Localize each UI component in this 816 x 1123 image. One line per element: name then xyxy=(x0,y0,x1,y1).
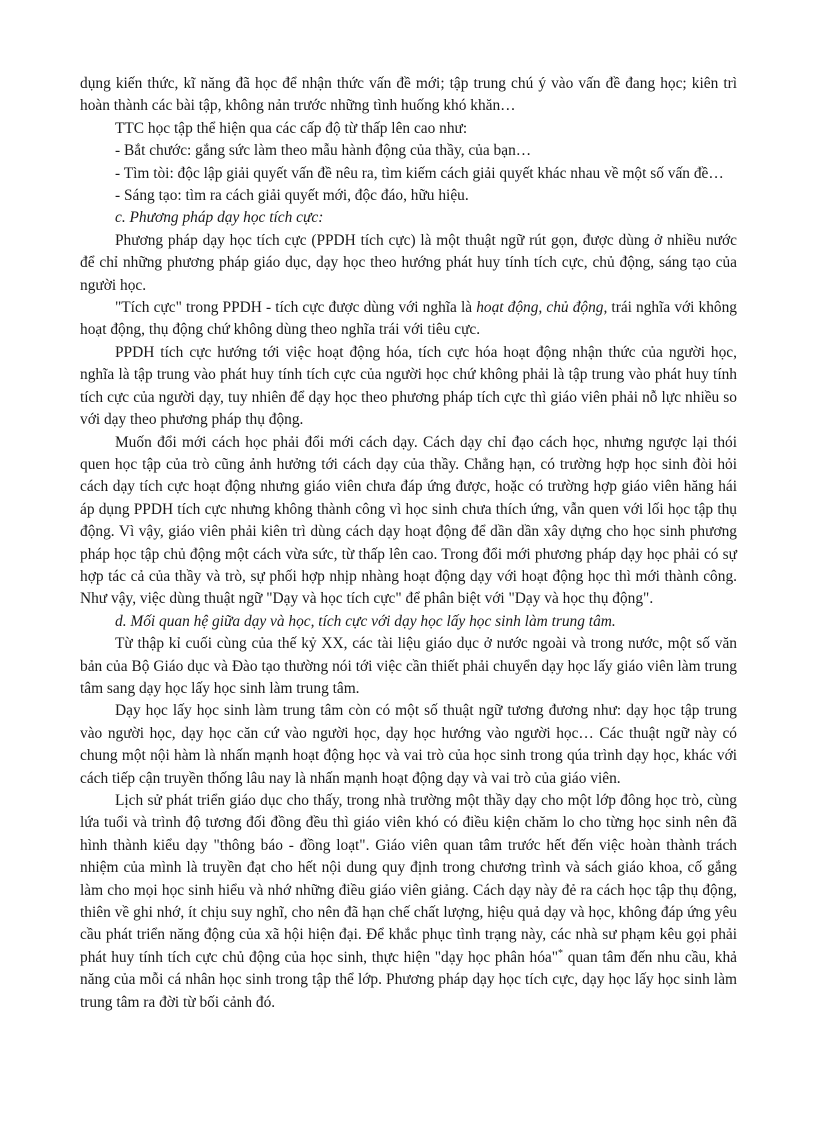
paragraph-ppdh-orientation: PPDH tích cực hướng tới việc hoạt động hóa, tích cực hóa hoạt động nhận thức của người học, nghĩa là tập trung vào phát huy tính tích cực của người học chứ không phải là tập trung vào phát huy tính tích cực của người dạy, tuy nhiên để dạy học theo phương pháp tích cực thì giáo viên phải nỗ lực nhiều so với dạy theo phương pháp thụ động. xyxy=(80,343,737,429)
paragraph-continuation: dụng kiến thức, kĩ năng đã học để nhận thức vấn đề mới; tập trung chú ý vào vấn đề đang học; kiên trì hoàn thành các bài tập, không nản trước những tình huống khó khăn… xyxy=(80,75,737,115)
paragraph-innovation: Muốn đổi mới cách học phải đổi mới cách dạy. Cách dạy chỉ đạo cách học, nhưng ngược lại thói quen học tập của trò cũng ảnh hưởng tới cách dạy của thầy. Chẳng hạn, có trường hợp học sinh đòi hỏi cách dạy tích cực hoạt động nhưng giáo viên chưa đáp ứng được, hoặc có trường hợp giáo viên hăng hái áp dụng PPDH tích cực nhưng không thành công vì học sinh chưa thích ứng, vẫn quen với lối học tập thụ động. Vì vậy, giáo viên phải kiên trì dùng cách dạy hoạt động để dần dần xây dựng cho học sinh phương pháp học tập chủ động một cách vừa sức, từ thấp lên cao. Trong đổi mới phương pháp dạy học phải có sự hợp tác cả của thầy và trò, sự phối hợp nhịp nhàng hoạt động dạy với hoạt động học thì mới thành công. Như vậy, việc dùng thuật ngữ "Dạy và học tích cực" để phân biệt với "Dạy và học thụ động". xyxy=(80,433,737,608)
text-run: "Tích cực" trong PPDH - tích cực được dùng với nghĩa là xyxy=(115,299,477,317)
footnote-marker: * xyxy=(558,947,564,959)
list-item-exploration: - Tìm tòi: độc lập giải quyết vấn đề nêu ra, tìm kiếm cách giải quyết khác nhau về một số vấn đề… xyxy=(115,164,724,182)
document-page xyxy=(80,73,737,1014)
section-heading-d: d. Mối quan hệ giữa dạy và học, tích cực với dạy học lấy học sinh làm trung tâm. xyxy=(115,612,616,630)
paragraph-last-decade: Từ thập kỉ cuối cùng của thế kỷ XX, các tài liệu giáo dục ở nước ngoài và trong nước, một số văn bản của Bộ Giáo dục và Đào tạo thường nói tới việc cần thiết phải chuyển dạy học lấy giáo viên làm trung tâm sang dạy học lấy học sinh làm trung tâm. xyxy=(80,635,737,697)
paragraph-history xyxy=(80,790,737,1014)
paragraph-learner-centered: Dạy học lấy học sinh làm trung tâm còn có một số thuật ngữ tương đương như: dạy học tập trung vào người học, dạy học căn cứ vào người học, dạy học hướng vào người học… Các thuật ngữ này có chung một nội hàm là nhấn mạnh hoạt động học và vai trò của học sinh trong qúa trình dạy học, khác với cách tiếp cận truyền thống lâu nay là nhấn mạnh hoạt động dạy và vai trò của giáo viên. xyxy=(80,702,737,787)
paragraph-levels-intro: TTC học tập thể hiện qua các cấp độ từ thấp lên cao như: xyxy=(115,119,468,137)
section-heading-c: c. Phương pháp dạy học tích cực: xyxy=(115,209,324,227)
text-run: Lịch sử phát triển giáo dục cho thấy, trong nhà trường một thầy dạy cho một lớp đông học trò, cùng lứa tuổi và trình độ tương đối đồng đều thì giáo viên khó có điều kiện chăm lo cho từng học sinh nên đã hình thành kiểu dạy "thông báo - đồng loạt". Giáo viên quan tâm trước hết đến việc hoàn thành trách nhiệm của mình là truyền đạt cho hết nội dung quy định trong chương trình và sách giáo khoa, cố gắng làm cho mọi học sinh hiểu và nhớ những điều giáo viên giảng. Cách dạy này đẻ ra cách học tập thụ động, thiên về ghi nhớ, ít chịu suy nghĩ, cho nên đã hạn chế chất lượng, hiệu quả dạy và học, không đáp ứng yêu cầu phát triển năng động của xã hội hiện đại. Để khắc phục tình trạng này, các nhà sư phạm kêu gọi phải phát huy tính tích cực chủ động của học sinh, thực hiện "dạy học phân hóa" xyxy=(80,792,737,966)
emphasis-text: hoạt động, chủ động, xyxy=(476,299,608,317)
text-run: quan tâm đến nhu cầu, khả năng của mỗi cá nhân học sinh trong tập thể lớp. Phương pháp dạy học tích cực, dạy học lấy học sinh làm trung tâm ra đời từ bối cảnh đó. xyxy=(80,948,737,1011)
text-run: trái nghĩa với không hoạt động, thụ động chứ không dùng theo nghĩa trái với tiêu cực. xyxy=(80,299,738,339)
paragraph-active-meaning xyxy=(80,297,737,342)
list-item-creativity: - Sáng tạo: tìm ra cách giải quyết mới, độc đáo, hữu hiệu. xyxy=(115,187,469,205)
list-item-imitation: - Bắt chước: gắng sức làm theo mẫu hành động của thầy, của bạn… xyxy=(115,142,532,160)
paragraph-ppdh-definition: Phương pháp dạy học tích cực (PPDH tích cực) là một thuật ngữ rút gọn, được dùng ở nhiều nước để chỉ những phương pháp giáo dục, dạy học theo hướng phát huy tính tích cực, chủ động, sáng tạo của người học. xyxy=(80,231,737,294)
